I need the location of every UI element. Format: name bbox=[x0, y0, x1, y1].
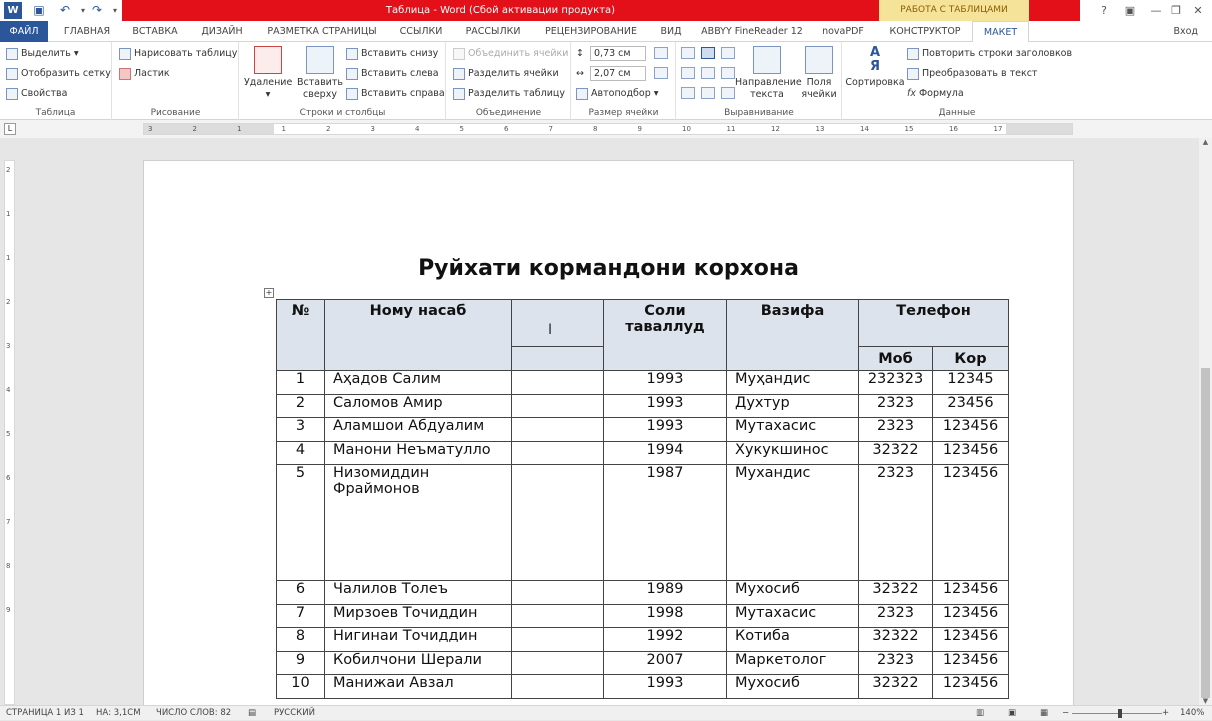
autofit-button[interactable]: Автоподбор ▾ bbox=[576, 85, 659, 102]
ruler-mark: 5 bbox=[459, 125, 464, 133]
group-cell-size bbox=[572, 42, 676, 120]
table-row[interactable] bbox=[277, 465, 1009, 581]
cell-name-line1: Низомиддин bbox=[333, 465, 430, 481]
cell-job[interactable]: Духтур bbox=[727, 394, 859, 418]
header-work[interactable]: Кор bbox=[933, 347, 1009, 371]
tab-layout-page[interactable]: РАЗМЕТКА СТРАНИЦЫ bbox=[267, 26, 377, 37]
distribute-rows-icon[interactable] bbox=[654, 47, 668, 59]
eraser-icon bbox=[119, 68, 131, 80]
window-title: Таблица - Word (Сбой активации продукта) bbox=[385, 5, 616, 16]
table-row[interactable] bbox=[277, 418, 1009, 442]
cell-job[interactable]: Муҳандис bbox=[727, 371, 859, 395]
cell-year[interactable]: 1993 bbox=[604, 418, 727, 442]
align-bottom-right-icon[interactable] bbox=[721, 87, 735, 99]
ruler-mark: 2 bbox=[192, 125, 197, 133]
cell-job[interactable]: Мухандис bbox=[727, 465, 859, 581]
insert-below-icon bbox=[346, 48, 358, 60]
draw-table-button[interactable]: Нарисовать таблицу bbox=[119, 45, 237, 62]
cell-mob[interactable]: 2323 bbox=[859, 465, 933, 581]
ruler-mark: 7 bbox=[548, 125, 553, 133]
ruler-mark: 13 bbox=[815, 125, 825, 133]
group-label-table: Таблица bbox=[35, 108, 76, 118]
horizontal-ruler[interactable] bbox=[143, 123, 1073, 135]
tab-view[interactable]: ВИД bbox=[660, 26, 682, 37]
group-draw bbox=[113, 42, 239, 120]
cell-name[interactable]: Аҳадов Салим bbox=[325, 371, 512, 395]
cell-name[interactable] bbox=[325, 465, 512, 581]
language[interactable]: РУССКИЙ bbox=[274, 708, 315, 718]
minimize-button[interactable]: — bbox=[1150, 4, 1162, 17]
formula-fx-icon: fx bbox=[907, 88, 916, 99]
tab-home[interactable]: ГЛАВНАЯ bbox=[63, 26, 111, 37]
cell-year[interactable]: 1993 bbox=[604, 371, 727, 395]
cell-empty[interactable] bbox=[512, 371, 604, 395]
cell-empty[interactable] bbox=[512, 628, 604, 652]
delete-table-icon bbox=[254, 46, 282, 74]
tab-constructor[interactable]: КОНСТРУКТОР bbox=[889, 26, 961, 37]
properties-icon bbox=[6, 88, 18, 100]
zoom-out-button[interactable]: − bbox=[1062, 708, 1070, 718]
table-move-handle-icon[interactable]: + bbox=[265, 288, 273, 297]
insert-above-button[interactable]: Вставить сверху bbox=[296, 46, 344, 101]
close-button[interactable]: ✕ bbox=[1193, 4, 1203, 17]
help-button[interactable]: ? bbox=[1101, 4, 1107, 17]
group-label-alignment: Выравнивание bbox=[724, 108, 794, 118]
cell-empty[interactable] bbox=[512, 441, 604, 465]
text-cursor-icon: I bbox=[548, 322, 553, 338]
cell-work[interactable]: 123456 bbox=[933, 675, 1009, 699]
ruler-mark: 6 bbox=[6, 474, 11, 482]
ruler-mark: 3 bbox=[6, 342, 11, 350]
distribute-cols-icon[interactable] bbox=[654, 67, 668, 79]
group-table bbox=[0, 42, 112, 120]
ruler-mark: 1 bbox=[6, 254, 11, 262]
header-empty-subcell[interactable] bbox=[512, 347, 604, 371]
zoom-in-button[interactable]: + bbox=[1162, 708, 1170, 718]
save-icon[interactable]: ▣ bbox=[33, 3, 45, 17]
autofit-icon bbox=[576, 88, 588, 100]
undo-dropdown-icon[interactable]: ▾ bbox=[80, 6, 85, 15]
view-gridlines-button[interactable]: Отобразить сетку bbox=[6, 65, 111, 82]
cell-mob[interactable]: 2323 bbox=[859, 394, 933, 418]
table-row[interactable] bbox=[277, 604, 1009, 628]
tab-references[interactable]: ССЫЛКИ bbox=[399, 26, 443, 37]
insert-right-icon bbox=[346, 88, 358, 100]
tab-abbyy[interactable]: ABBYY FineReader 12 bbox=[701, 26, 803, 37]
cell-num[interactable]: 8 bbox=[277, 628, 325, 652]
row-height-input[interactable]: 0,73 см bbox=[590, 46, 646, 61]
align-top-right-icon[interactable] bbox=[721, 47, 735, 59]
convert-to-text-button[interactable]: Преобразовать в текст bbox=[907, 65, 1037, 82]
tab-maket[interactable]: МАКЕТ bbox=[972, 21, 1029, 43]
cell-work[interactable]: 123456 bbox=[933, 418, 1009, 442]
split-table-icon bbox=[453, 88, 465, 100]
cell-empty[interactable] bbox=[512, 651, 604, 675]
cell-mob[interactable]: 2323 bbox=[859, 418, 933, 442]
cell-year[interactable]: 2007 bbox=[604, 651, 727, 675]
cell-job[interactable]: Мухосиб bbox=[727, 675, 859, 699]
scroll-thumb[interactable] bbox=[1201, 368, 1210, 698]
table-row[interactable] bbox=[277, 371, 1009, 395]
ruler-mark: 9 bbox=[6, 606, 11, 614]
cell-num[interactable]: 1 bbox=[277, 371, 325, 395]
read-mode-icon[interactable]: ▥ bbox=[976, 708, 985, 718]
group-alignment bbox=[677, 42, 842, 120]
ruler-mark: 4 bbox=[6, 386, 11, 394]
vertical-scrollbar[interactable] bbox=[1199, 138, 1212, 705]
header-job[interactable]: Вазифа bbox=[727, 300, 859, 371]
tab-mailings[interactable]: РАССЫЛКИ bbox=[465, 26, 521, 37]
ruler-mark: 6 bbox=[504, 125, 509, 133]
grid-icon bbox=[6, 68, 18, 80]
ruler-mark: 11 bbox=[726, 125, 736, 133]
cell-name[interactable]: Манижаи Авзал bbox=[325, 675, 512, 699]
cell-year[interactable]: 1994 bbox=[604, 441, 727, 465]
document-page[interactable] bbox=[143, 160, 1074, 720]
align-top-left-icon[interactable] bbox=[681, 47, 695, 59]
properties-button[interactable]: Свойства bbox=[6, 85, 67, 102]
ruler-mark: 8 bbox=[6, 562, 11, 570]
sort-button[interactable]: A Я Сортировка bbox=[845, 45, 905, 88]
cell-work[interactable]: 23456 bbox=[933, 394, 1009, 418]
maximize-button[interactable]: ❐ bbox=[1171, 4, 1181, 17]
split-cells-icon bbox=[453, 68, 465, 80]
header-num[interactable]: № bbox=[277, 300, 325, 371]
cell-empty[interactable] bbox=[512, 394, 604, 418]
undo-icon[interactable]: ↶ bbox=[59, 3, 71, 17]
ruler-mark: 2 bbox=[6, 166, 11, 174]
group-label-merge: Объединение bbox=[475, 108, 542, 118]
header-year[interactable]: Соли таваллуд bbox=[604, 300, 727, 371]
ruler-mark: 7 bbox=[6, 518, 11, 526]
align-middle-right-icon[interactable] bbox=[721, 67, 735, 79]
cell-empty[interactable] bbox=[512, 581, 604, 605]
cell-job[interactable]: Мухосиб bbox=[727, 581, 859, 605]
proofing-icon[interactable]: ▤ bbox=[248, 708, 257, 718]
group-merge bbox=[447, 42, 571, 120]
align-top-center-icon[interactable] bbox=[701, 47, 715, 59]
align-middle-left-icon[interactable] bbox=[681, 67, 695, 79]
insert-left-icon bbox=[346, 68, 358, 80]
tab-file[interactable]: ФАЙЛ bbox=[0, 21, 48, 42]
cell-empty[interactable] bbox=[512, 604, 604, 628]
group-rows-columns bbox=[240, 42, 446, 120]
ruler-mark: 15 bbox=[904, 125, 914, 133]
split-table-button[interactable]: Разделить таблицу bbox=[453, 85, 565, 102]
group-label-data: Данные bbox=[938, 108, 976, 118]
insert-above-icon bbox=[306, 46, 334, 74]
cell-mob[interactable]: 32322 bbox=[859, 675, 933, 699]
row-height-icon: ↕ bbox=[576, 48, 584, 59]
table-body bbox=[277, 371, 1009, 699]
ruler-mark: 2 bbox=[326, 125, 331, 133]
cell-mob[interactable]: 2323 bbox=[859, 651, 933, 675]
cell-num[interactable]: 3 bbox=[277, 418, 325, 442]
table-row[interactable] bbox=[277, 651, 1009, 675]
ribbon bbox=[0, 42, 1212, 120]
header-phone[interactable]: Телефон bbox=[859, 300, 1009, 347]
cell-job[interactable]: Хукукшинос bbox=[727, 441, 859, 465]
tab-review[interactable]: РЕЦЕНЗИРОВАНИЕ bbox=[545, 26, 637, 37]
cell-name[interactable]: Саломов Амир bbox=[325, 394, 512, 418]
insert-left-button[interactable]: Вставить слева bbox=[346, 65, 439, 82]
ruler-mark: 1 bbox=[6, 210, 11, 218]
group-data bbox=[843, 42, 1071, 120]
cell-num[interactable]: 5 bbox=[277, 465, 325, 581]
ribbon-tabs bbox=[0, 21, 1212, 42]
ruler-mark: 8 bbox=[593, 125, 598, 133]
zoom-level[interactable]: 140% bbox=[1180, 708, 1205, 718]
cell-job[interactable]: Мутахасис bbox=[727, 418, 859, 442]
split-cells-button[interactable]: Разделить ячейки bbox=[453, 65, 559, 82]
employees-table[interactable] bbox=[276, 299, 1009, 699]
cell-work[interactable]: 123456 bbox=[933, 465, 1009, 581]
cell-job[interactable]: Котиба bbox=[727, 628, 859, 652]
vertical-ruler[interactable] bbox=[4, 160, 15, 705]
cell-num[interactable]: 2 bbox=[277, 394, 325, 418]
header-empty-cell[interactable] bbox=[512, 300, 604, 347]
cell-job[interactable]: Маркетолог bbox=[727, 651, 859, 675]
align-bottom-left-icon[interactable] bbox=[681, 87, 695, 99]
insert-right-button[interactable]: Вставить справа bbox=[346, 85, 445, 102]
ruler-mark: 2 bbox=[6, 298, 11, 306]
cell-mob[interactable]: 32322 bbox=[859, 628, 933, 652]
merge-cells-button[interactable]: Объединить ячейки bbox=[453, 45, 568, 62]
select-icon bbox=[6, 48, 18, 60]
cell-num[interactable]: 6 bbox=[277, 581, 325, 605]
formula-button[interactable]: fx Формула bbox=[907, 88, 964, 99]
col-width-icon: ↔ bbox=[576, 68, 584, 79]
align-bottom-center-icon[interactable] bbox=[701, 87, 715, 99]
tab-insert[interactable]: ВСТАВКА bbox=[132, 26, 178, 37]
group-label-cell-size: Размер ячейки bbox=[588, 108, 659, 118]
cell-work[interactable]: 123456 bbox=[933, 581, 1009, 605]
cell-num[interactable]: 7 bbox=[277, 604, 325, 628]
cell-work[interactable]: 123456 bbox=[933, 651, 1009, 675]
cell-name[interactable]: Манони Неъматулло bbox=[325, 441, 512, 465]
page-count[interactable]: СТРАНИЦА 1 ИЗ 1 bbox=[6, 708, 84, 718]
cell-name[interactable]: Чалилов Толеъ bbox=[325, 581, 512, 605]
select-button[interactable]: Выделить ▾ bbox=[6, 45, 79, 62]
table-row[interactable] bbox=[277, 394, 1009, 418]
ruler-mark: 4 bbox=[415, 125, 420, 133]
zoom-slider-thumb[interactable] bbox=[1118, 709, 1122, 718]
align-center-icon[interactable] bbox=[701, 67, 715, 79]
cell-empty[interactable] bbox=[512, 465, 604, 581]
cell-name[interactable]: Аламшои Абдуалим bbox=[325, 418, 512, 442]
group-label-draw: Рисование bbox=[150, 108, 201, 118]
delete-button[interactable]: Удаление ▾ bbox=[244, 46, 292, 101]
ruler-mark: 10 bbox=[682, 125, 691, 133]
cell-work[interactable]: 123456 bbox=[933, 604, 1009, 628]
word-count[interactable]: ЧИСЛО СЛОВ: 82 bbox=[156, 708, 232, 718]
tab-selector[interactable]: L bbox=[4, 123, 16, 135]
cell-name[interactable]: Нигинаи Точиддин bbox=[325, 628, 512, 652]
cell-year[interactable]: 1987 bbox=[604, 465, 727, 581]
qat-customize-icon[interactable]: ▾ bbox=[112, 6, 117, 15]
sort-az-icon: A Я bbox=[869, 45, 881, 74]
cell-name-line2: Фраймонов bbox=[333, 481, 420, 497]
text-direction-button[interactable]: Направление текста bbox=[735, 46, 799, 101]
cell-work[interactable]: 123456 bbox=[933, 441, 1009, 465]
cell-mob[interactable]: 232323 bbox=[859, 371, 933, 395]
insert-below-button[interactable]: Вставить снизу bbox=[346, 45, 438, 62]
repeat-header-icon bbox=[907, 48, 919, 60]
cell-empty[interactable] bbox=[512, 675, 604, 699]
cell-margins-button[interactable]: Поля ячейки bbox=[799, 46, 839, 101]
tab-novapdf[interactable]: novaPDF bbox=[822, 26, 864, 37]
header-mob[interactable]: Моб bbox=[859, 347, 933, 371]
cell-job[interactable]: Мутахасис bbox=[727, 604, 859, 628]
ruler-mark: 3 bbox=[148, 125, 153, 133]
cell-name[interactable]: Кобилчони Шерали bbox=[325, 651, 512, 675]
pencil-icon bbox=[119, 48, 131, 60]
status-bar bbox=[0, 705, 1212, 720]
cell-mob[interactable]: 32322 bbox=[859, 441, 933, 465]
document-heading[interactable]: Руйхати кормандони корхона bbox=[418, 256, 799, 281]
convert-text-icon bbox=[907, 68, 919, 80]
ruler-mark: 5 bbox=[6, 430, 11, 438]
ruler-mark: 9 bbox=[637, 125, 642, 133]
cell-num[interactable]: 10 bbox=[277, 675, 325, 699]
merge-cells-icon bbox=[453, 48, 465, 60]
cell-mob[interactable]: 32322 bbox=[859, 581, 933, 605]
ruler-mark: 1 bbox=[237, 125, 242, 133]
cell-work[interactable]: 12345 bbox=[933, 371, 1009, 395]
text-direction-icon bbox=[753, 46, 781, 74]
cell-mob[interactable]: 2323 bbox=[859, 604, 933, 628]
redo-icon[interactable]: ↷ bbox=[91, 3, 103, 17]
group-label-rows-columns: Строки и столбцы bbox=[299, 108, 386, 118]
table-row[interactable] bbox=[277, 628, 1009, 652]
cursor-position: НА: 3,1СМ bbox=[96, 708, 141, 718]
ruler-mark: 17 bbox=[993, 125, 1003, 133]
table-row[interactable] bbox=[277, 441, 1009, 465]
zoom-slider[interactable] bbox=[1072, 713, 1162, 714]
tab-design[interactable]: ДИЗАЙН bbox=[201, 26, 243, 37]
ribbon-options-icon[interactable]: ▣ bbox=[1124, 4, 1136, 17]
ruler-mark: 1 bbox=[281, 125, 286, 133]
table-row[interactable] bbox=[277, 675, 1009, 699]
ruler-mark: 14 bbox=[860, 125, 869, 133]
cell-margins-icon bbox=[805, 46, 833, 74]
scroll-up-icon[interactable]: ▲ bbox=[1202, 138, 1209, 146]
word-logo-icon: W bbox=[4, 2, 22, 19]
cell-year[interactable]: 1998 bbox=[604, 604, 727, 628]
cell-year[interactable]: 1989 bbox=[604, 581, 727, 605]
ruler-mark: 12 bbox=[771, 125, 780, 133]
cell-empty[interactable] bbox=[512, 418, 604, 442]
eraser-button[interactable]: Ластик bbox=[119, 65, 170, 82]
signin-link[interactable]: Вход bbox=[1173, 26, 1198, 37]
web-layout-icon[interactable]: ▦ bbox=[1040, 708, 1049, 718]
cell-year[interactable]: 1993 bbox=[604, 394, 727, 418]
cell-work[interactable]: 123456 bbox=[933, 628, 1009, 652]
header-name[interactable]: Ному насаб bbox=[325, 300, 512, 371]
cell-name[interactable]: Мирзоев Точиддин bbox=[325, 604, 512, 628]
cell-num[interactable]: 4 bbox=[277, 441, 325, 465]
print-layout-icon[interactable]: ▣ bbox=[1008, 708, 1017, 718]
ruler-mark: 16 bbox=[949, 125, 958, 133]
cell-year[interactable]: 1993 bbox=[604, 675, 727, 699]
scroll-down-icon[interactable]: ▼ bbox=[1202, 697, 1209, 705]
cell-year[interactable]: 1992 bbox=[604, 628, 727, 652]
ruler-mark: 3 bbox=[370, 125, 375, 133]
cell-num[interactable]: 9 bbox=[277, 651, 325, 675]
table-row[interactable] bbox=[277, 581, 1009, 605]
context-title: РАБОТА С ТАБЛИЦАМИ bbox=[879, 0, 1029, 21]
repeat-header-rows-button[interactable]: Повторить строки заголовков bbox=[907, 45, 1072, 62]
col-width-input[interactable]: 2,07 см bbox=[590, 66, 646, 81]
